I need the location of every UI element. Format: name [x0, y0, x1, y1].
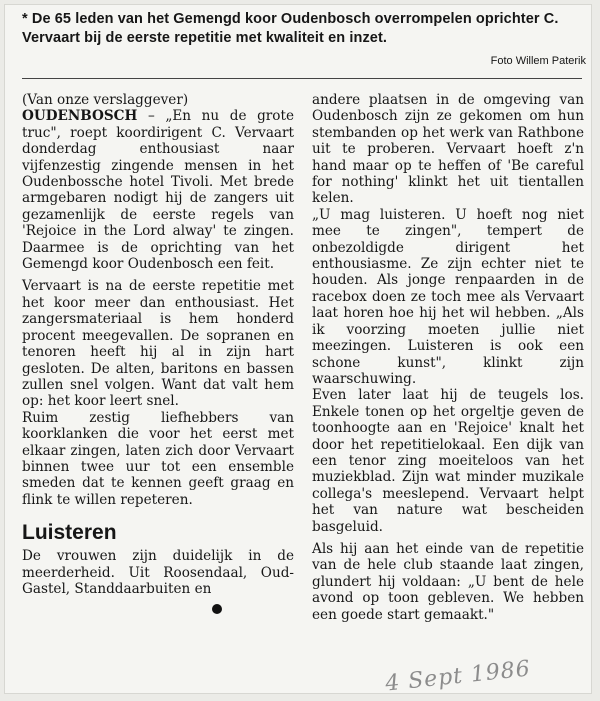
- byline: (Van onze verslaggever): [22, 92, 189, 108]
- photo-caption: * De 65 leden van het Gemengd koor Oudenbosch overrompelen oprichter C. Vervaart bij de eerste repetitie met kwaliteit en inzet.: [22, 11, 559, 46]
- article-paragraph: [22, 108, 294, 272]
- article-paragraph: andere plaatsen in de omgeving van Oudenbosch zijn ze gekomen om hun stembanden op het werk van Rathbone uit te proberen. Vervaart hoeft z'n hand maar op te heffen of 'Be careful for nothing' klinkt het uit tientallen kelen.: [312, 92, 584, 207]
- article-paragraph: Als hij aan het einde van de repetitie van de hele club staande laat zingen, glundert hij voldaan: „U bent de hele avond op toon gebleven. We hebben een goede start gemaakt.": [312, 540, 584, 623]
- section-subheading: Luisteren: [22, 521, 117, 545]
- ink-spot: [212, 604, 222, 614]
- handwritten-date-annotation: 4 Sept 1986: [384, 656, 532, 697]
- article-column-left: [22, 92, 294, 597]
- article-paragraph: De vrouwen zijn duidelijk in de meerderheid. Uit Roosendaal, Oud-Gastel, Standdaarbuiten en: [22, 548, 294, 597]
- photo-credit: Foto Willem Paterik: [490, 55, 586, 67]
- article-column-right: [312, 92, 584, 623]
- dateline: OUDENBOSCH: [22, 108, 138, 125]
- paragraph-text: – „En nu de grote truc", roept koordirigent C. Vervaart donderdag enthousiast naar vijfenzestig zingende mensen in het Oudenbossche hotel Tivoli. Met brede armgebaren nodigt hij de zangers uit gezamenlijk de eerste regels van 'Rejoice in the Lord alway' te zingen. Daarmee is de oprichting van het Gemengd koor Oudenbosch een feit.: [22, 108, 294, 273]
- article-paragraph: Even later laat hij de teugels los. Enkele tonen op het orgeltje geven de toonhoogte aan en 'Rejoice' knalt het door het repetitielokaal. Een dijk van een tenor zing moeiteloos van het muziekblad. Zijn wat minder muzikale collega's meeslepend. Vervaart helpt het van nature wat bescheiden basgeluid.: [312, 387, 584, 535]
- caption-divider: [22, 78, 582, 79]
- article-paragraph: Vervaart is na de eerste repetitie met het koor meer dan enthousiast. Het zangersmateriaal is hem honderd procent meegevallen. De sopranen en tenoren heeft hij al in zijn hart gesloten. De alten, baritons en bassen zullen snel volgen. Want dat valt hem op: het koor leert snel.: [22, 278, 294, 410]
- article-paragraph: Ruim zestig liefhebbers van koorklanken die voor het eerst met elkaar zingen, laten zich door Vervaart binnen twee uur tot een ensemble smeden dat te kennen geeft graag en flink te willen repeteren.: [22, 409, 294, 508]
- article-paragraph: „U mag luisteren. U hoeft nog niet mee te zingen", tempert de onbezoldigde dirigent het enthousiasme. Ze zijn echter niet te houden. Als jonge renpaarden in de racebox doen ze toch mee als Vervaart laat horen hoe hij het wil hebben. „Als ik voorzing moeten jullie niet meezingen. Luisteren is ook een schone kunst", klinkt zijn waarschuwing.: [312, 206, 584, 387]
